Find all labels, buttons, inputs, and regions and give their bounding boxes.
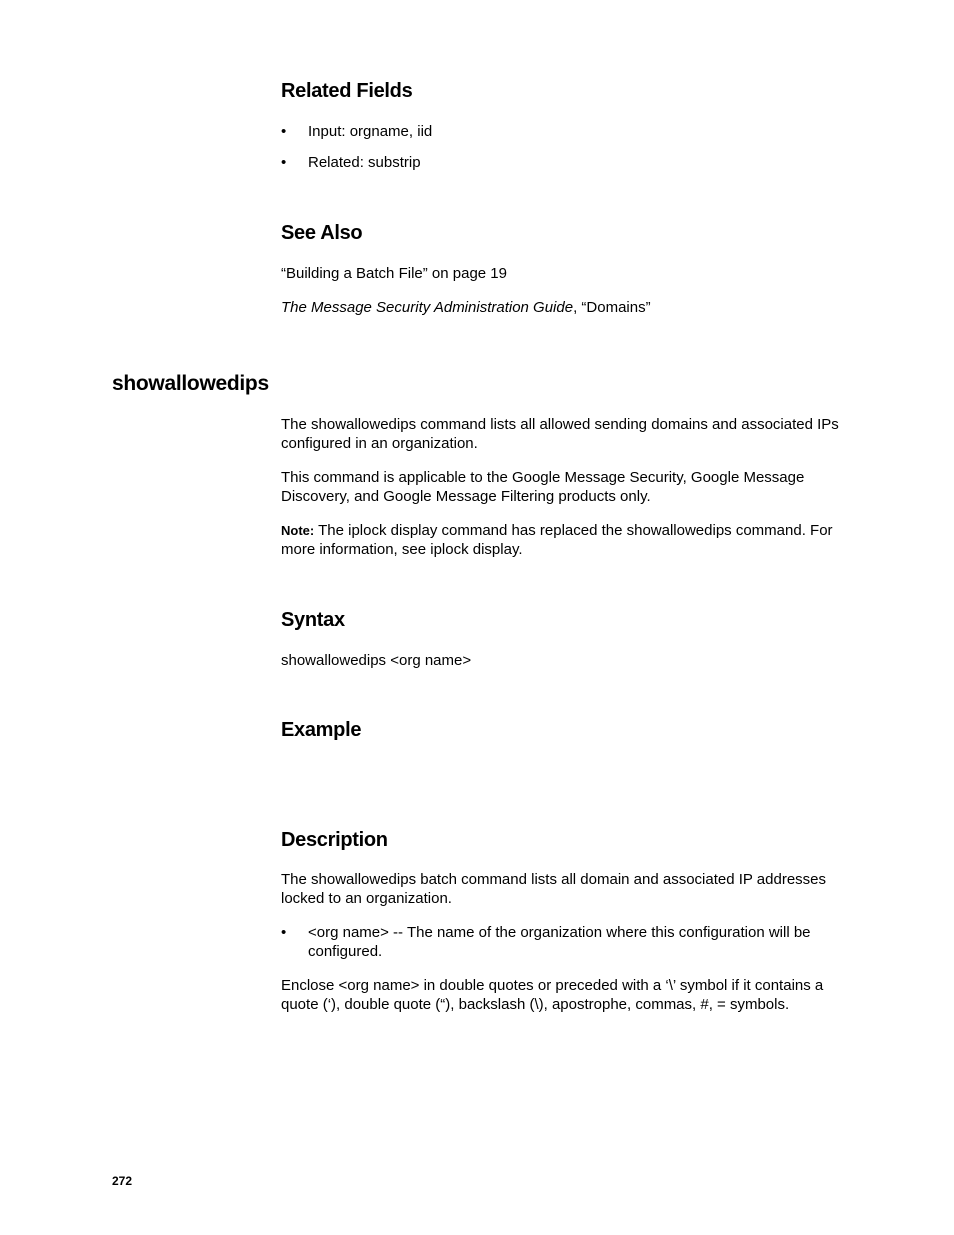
example-heading: Example xyxy=(281,719,362,741)
command-title: showallowedips xyxy=(112,372,269,395)
see-also-link-batch-file[interactable]: “Building a Batch File” on page 19 xyxy=(281,265,507,282)
related-field-related: Related: substrip xyxy=(308,154,421,171)
note-label: Note: xyxy=(281,523,315,538)
bullet-icon: • xyxy=(281,924,287,941)
see-also-heading: See Also xyxy=(281,222,363,244)
guide-section: , “Domains” xyxy=(573,299,651,316)
command-intro-paragraph: The showallowedips command lists all allowed sending domains and associated IPs configured in an organization. xyxy=(281,416,839,452)
description-heading: Description xyxy=(281,829,388,851)
bullet-icon: • xyxy=(281,123,287,140)
command-applicability-paragraph: This command is applicable to the Google Message Security, Google Message Discovery, and Google Message Filtering products only. xyxy=(281,469,805,505)
guide-title: The Message Security Administration Guide xyxy=(281,299,574,316)
page-number: 272 xyxy=(112,1174,133,1188)
syntax-text: showallowedips <org name> xyxy=(281,652,472,669)
bullet-icon: • xyxy=(281,154,287,171)
note-text: The iplock display command has replaced the showallowedips command. For more information, see iplock display. xyxy=(281,522,833,558)
related-field-input: Input: orgname, iid xyxy=(308,123,433,140)
syntax-heading: Syntax xyxy=(281,609,345,631)
description-quoting-paragraph: Enclose <org name> in double quotes or preceded with a ‘\’ symbol if it contains a quote (‘), double quote (“), backslash (\), apostrophe, commas, #, = symbols. xyxy=(281,977,824,1013)
related-fields-heading: Related Fields xyxy=(281,80,413,102)
description-paragraph: The showallowedips batch command lists all domain and associated IP addresses locked to an organization. xyxy=(281,871,827,907)
org-name-parameter: <org name> -- The name of the organization where this configuration will be configured. xyxy=(308,924,811,960)
command-note xyxy=(281,521,846,559)
see-also-guide-reference xyxy=(281,298,846,317)
